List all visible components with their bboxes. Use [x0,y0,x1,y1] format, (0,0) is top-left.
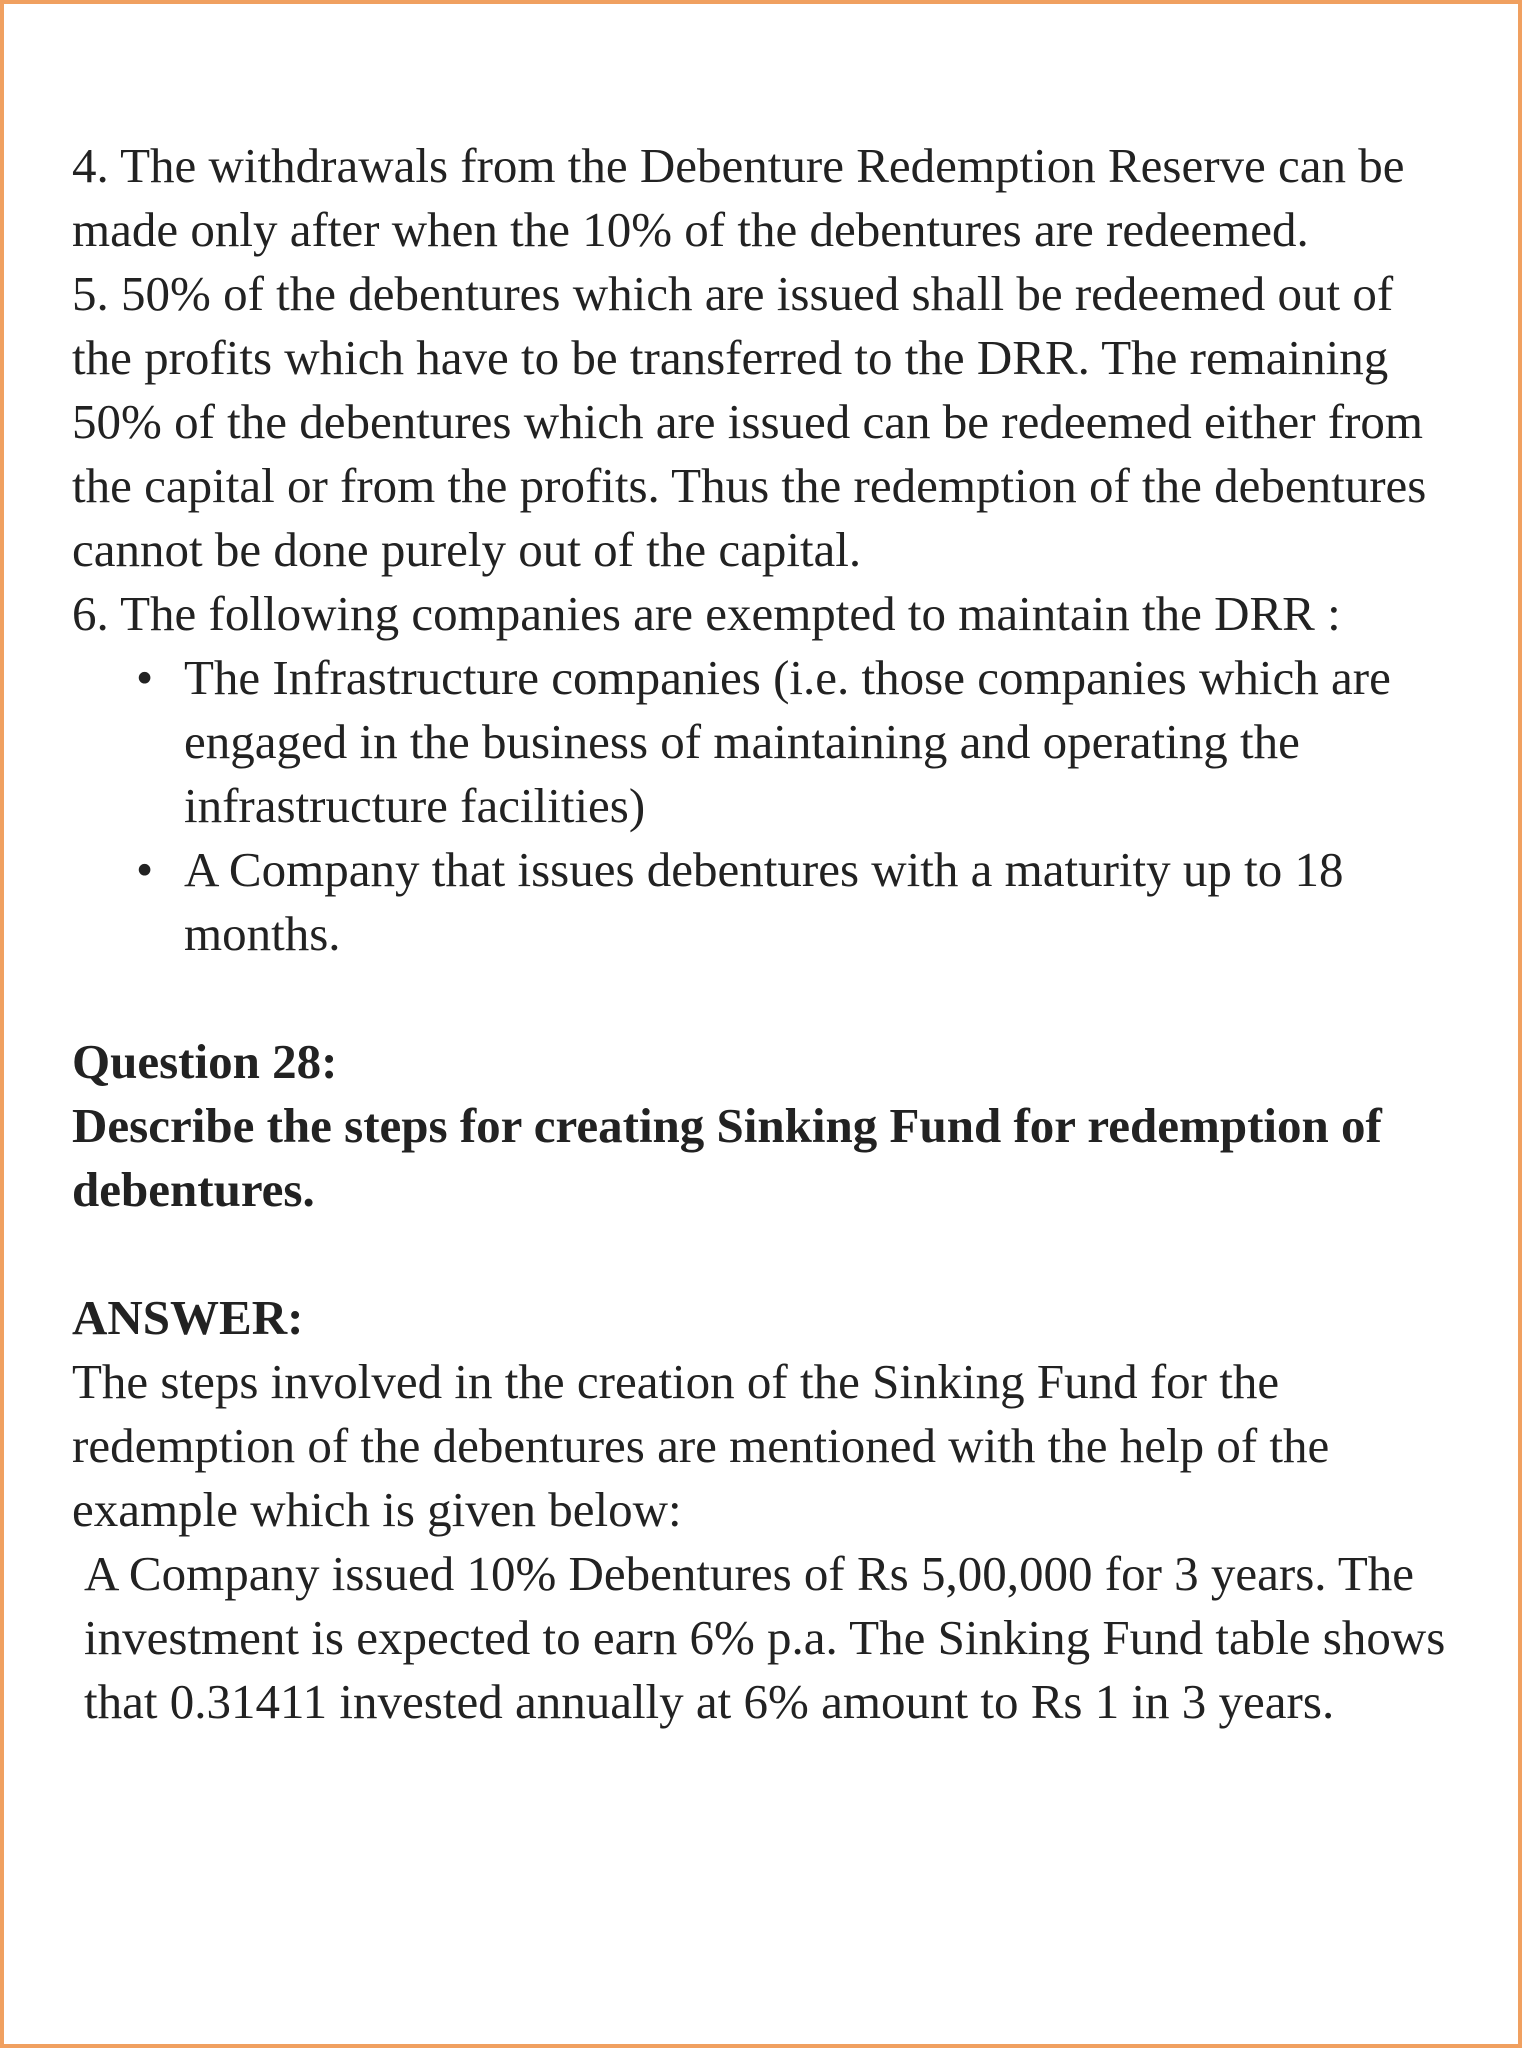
page-content [72,134,1462,1734]
bullet-icon: • [136,650,154,705]
question-label: Question 28: [72,1034,338,1089]
exempted-companies-list [72,646,1462,966]
spacer [72,966,1462,1030]
list-item-text: A Company that issues debentures with a maturity up to 18 months. [184,842,1344,961]
answer-intro: The steps involved in the creation of the Sinking Fund for the redemption of the debentures are mentioned with the help of the example which is given below: [72,1354,1330,1537]
point-6: 6. The following companies are exempted to maintain the DRR : [72,586,1341,641]
bullet-icon: • [136,842,154,897]
answer-label: ANSWER: [72,1290,304,1345]
list-item-text: The Infrastructure companies (i.e. those companies which are engaged in the business of maintaining and operating the infrastructure facilities) [184,650,1391,833]
point-5: 5. 50% of the debentures which are issued shall be redeemed out of the profits which have to be transferred to the DRR. The remaining 50% of the debentures which are issued can be redeemed either from the capital or from the profits. Thus the redemption of the debentures cannot be done purely out of the capital. [72,266,1427,577]
point-4: 4. The withdrawals from the Debenture Redemption Reserve can be made only after when the 10% of the debentures are redeemed. [72,138,1405,257]
question-text: Describe the steps for creating Sinking Fund for redemption of debentures. [72,1098,1382,1217]
list-item [72,646,1462,838]
spacer [72,1222,1462,1286]
answer-example: A Company issued 10% Debentures of Rs 5,00,000 for 3 years. The investment is expected to earn 6% p.a. The Sinking Fund table shows that 0.31411 invested annually at 6% amount to Rs 1 in 3 years. [84,1546,1446,1729]
list-item [72,838,1462,966]
